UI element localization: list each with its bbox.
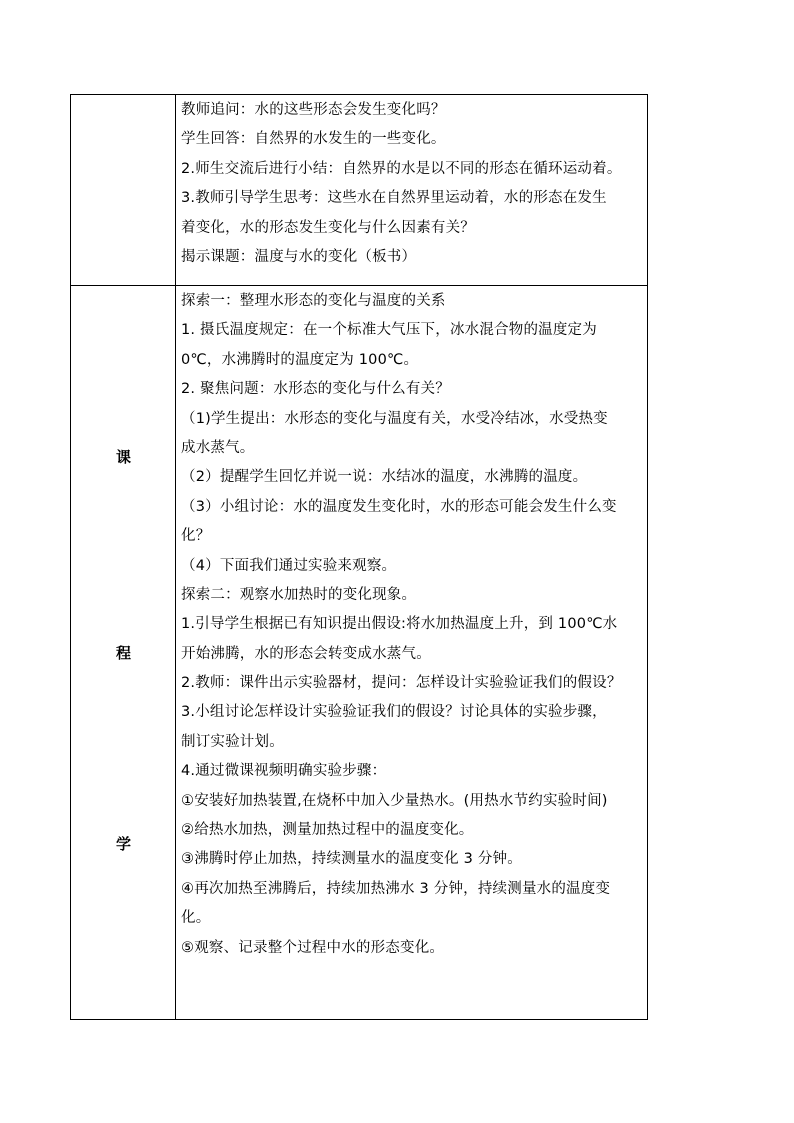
text-line: 4.通过微课视频明确实验步骤：	[181, 763, 387, 780]
side-label-cheng: 程	[115, 644, 131, 662]
text-line: 化？	[181, 528, 211, 545]
text-line: 0℃，水沸腾时的温度定为 100℃。	[181, 351, 419, 368]
table-row-process	[71, 286, 648, 1020]
text-line: 3.教师引导学生思考：这些水在自然界里运动着，水的形态在发生	[181, 190, 607, 207]
intro-content-cell	[176, 95, 648, 286]
side-label-xue: 学	[115, 835, 131, 853]
text-line: 着变化，水的形态发生变化与什么因素有关？	[181, 219, 475, 236]
text-line: 探索二：观察水加热时的变化现象。	[181, 586, 417, 603]
text-line: 2. 聚焦问题：水形态的变化与什么有关？	[181, 381, 450, 398]
text-line: （4）下面我们通过实验来观察。	[181, 557, 397, 574]
text-line: ①安装好加热装置,在烧杯中加入少量热水。(用热水节约实验时间)	[181, 792, 608, 809]
text-line: 1.引导学生根据已有知识提出假设:将水加热温度上升，到 100℃水	[181, 616, 618, 633]
text-line: 学生回答：自然界的水发生的一些变化。	[181, 131, 446, 148]
text-line: ③沸腾时停止加热，持续测量水的温度变化 3 分钟。	[181, 851, 522, 868]
text-line: ④再次加热至沸腾后，持续加热沸水 3 分钟，持续测量水的温度变	[181, 880, 611, 897]
text-line: 2.师生交流后进行小结：自然界的水是以不同的形态在循环运动着。	[181, 160, 622, 177]
text-line: （2）提醒学生回忆并说一说：水结冰的温度，水沸腾的温度。	[181, 469, 588, 486]
text-line: 成水蒸气。	[181, 439, 255, 456]
text-line: 探索一：整理水形态的变化与温度的关系	[181, 293, 446, 309]
row-label-cell-empty	[71, 95, 176, 286]
text-line: 3.小组讨论怎样设计实验验证我们的假设？讨论具体的实验步骤，	[181, 704, 607, 721]
process-content-cell	[176, 286, 648, 1020]
text-line: 1. 摄氏温度规定：在一个标准大气压下，冰水混合物的温度定为	[181, 322, 597, 339]
text-line: 教师追问：水的这些形态会发生变化吗？	[181, 102, 446, 118]
text-line: （3）小组讨论：水的温度发生变化时，水的形态可能会发生什么变	[181, 498, 617, 515]
text-line: 开始沸腾，水的形态会转变成水蒸气。	[181, 645, 431, 662]
lesson-table	[70, 94, 648, 1020]
text-line: 制订实验计划。	[181, 733, 284, 750]
text-line: ②给热水加热，测量加热过程中的温度变化。	[181, 822, 474, 839]
text-line: 化。	[181, 910, 211, 927]
table-row-intro	[71, 95, 648, 286]
side-label-ke: 课	[115, 448, 131, 466]
text-line: ⑤观察、记录整个过程中水的形态变化。	[181, 939, 445, 956]
row-label-cell-process	[71, 286, 176, 1020]
text-line: 揭示课题：温度与水的变化（板书）	[181, 248, 417, 265]
text-line: （1)学生提出：水形态的变化与温度有关，水受冷结冰，水受热变	[181, 410, 608, 427]
text-line: 2.教师：课件出示实验器材，提问：怎样设计实验验证我们的假设？	[181, 675, 622, 692]
